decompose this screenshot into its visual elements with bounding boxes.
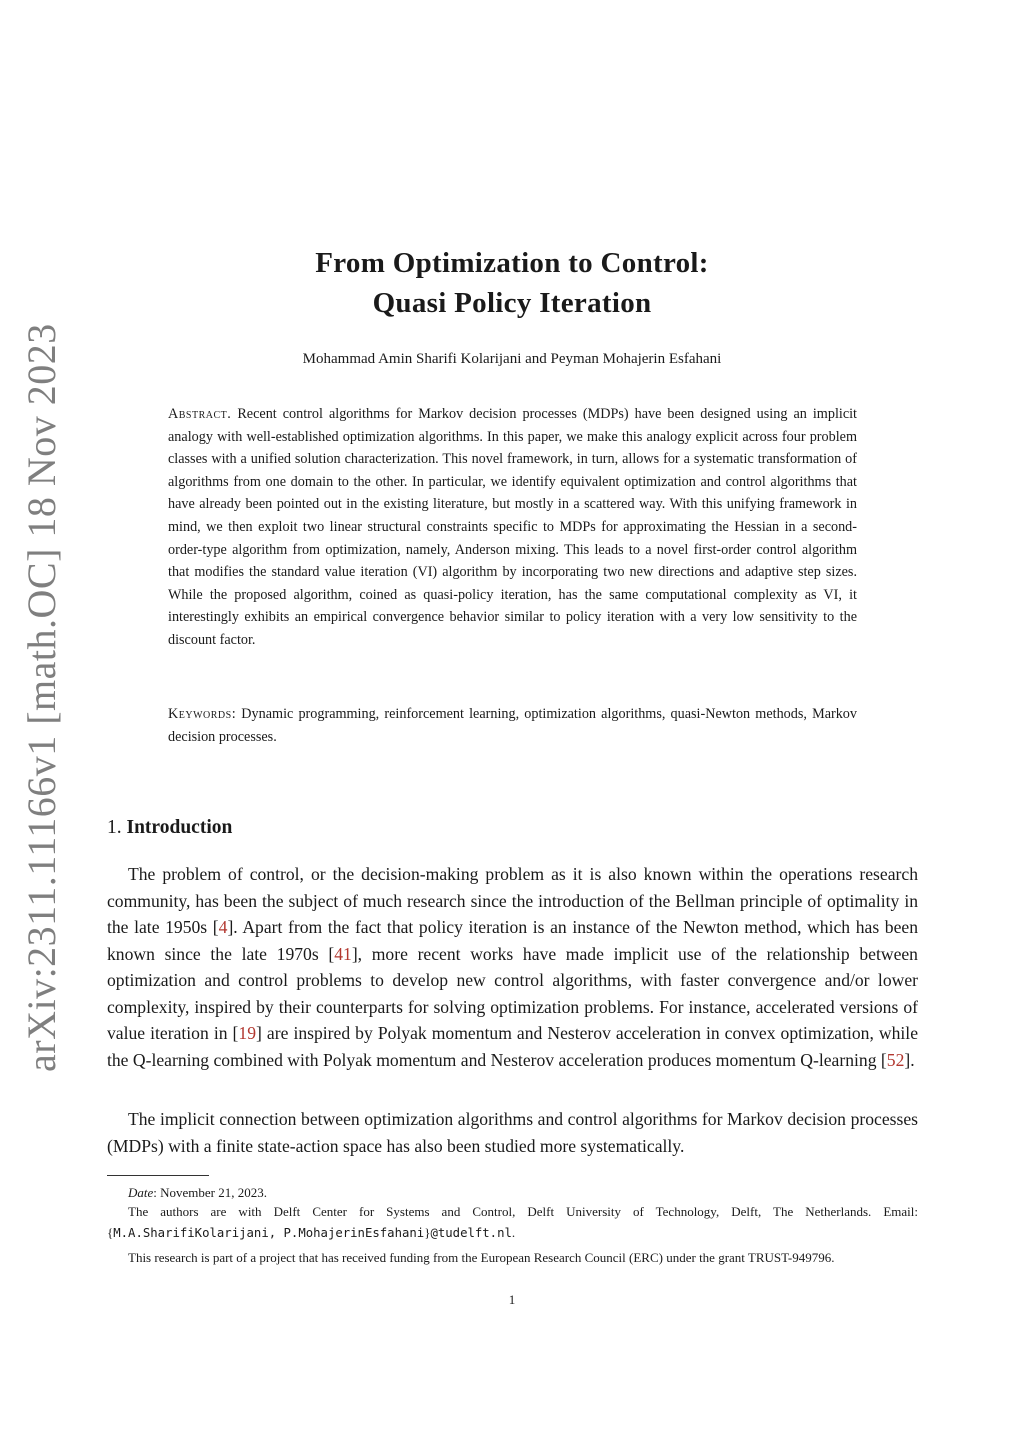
paper-title xyxy=(0,243,1024,323)
keywords xyxy=(168,703,857,748)
footnote-affiliation xyxy=(107,1201,918,1244)
paragraph-text: The problem of control, or the decision-making problem as it is also known within the operations research community, has been the subject of much research since the introduction of the Bellman principle of optimality in the late 1950s [ xyxy=(107,864,918,937)
email-brace-close: } xyxy=(424,1225,431,1240)
body-paragraph xyxy=(107,861,918,1073)
paragraph-text: ] are inspired by Polyak momentum and Nesterov acceleration in convex optimization, while the Q-learning combined with Polyak momentum and Nesterov acceleration produces momentum Q-learning [ xyxy=(107,1023,919,1070)
affiliation-text: The authors are with Delft Center for Systems and Control, Delft University of Technology, Delft, The Netherlands. Email: xyxy=(128,1204,918,1219)
abstract-text: Recent control algorithms for Markov decision processes (MDPs) have been designed using an implicit analogy with well-established optimization algorithms. In this paper, we make this analogy explicit across four problem classes with a unified solution characterization. This novel framework, in turn, allows for a systematic transformation of algorithms from one domain to the other. In particular, we identify equivalent optimization and control algorithms that have already been pointed out in the existing literature, but mostly in a scattered way. With this unifying framework in mind, we then exploit two linear structural constraints specific to MDPs for approximating the Hessian in a second-order-type algorithm from optimization, namely, Anderson mixing. This leads to a novel first-order control algorithm that modifies the standard value iteration (VI) algorithm by incorporating two new directions and adaptive step sizes. While the proposed algorithm, coined as quasi-policy iteration, has the same computational complexity as VI, it interestingly exhibits an empirical convergence behavior similar to policy iteration with a very low sensitivity to the discount factor. xyxy=(168,406,858,648)
date-value: : November 21, 2023. xyxy=(153,1185,268,1200)
date-label: Date xyxy=(128,1185,154,1200)
citation-link[interactable]: 52 xyxy=(886,1049,905,1070)
arxiv-identifier-stamp: arXiv:2311.11166v1 [math.OC] 18 Nov 2023 xyxy=(19,323,64,1072)
footnote-funding: This research is part of a project that has received funding from the European Research Council (ERC) under the grant TRUST-949796. xyxy=(128,1250,835,1265)
keywords-text: Dynamic programming, reinforcement learning, optimization algorithms, quasi-Newton methods, Markov decision processes. xyxy=(168,706,857,745)
paragraph-text: ]. xyxy=(904,1049,915,1070)
paragraph-text: ], more recent works have made implicit use of the relationship between optimization and control problems to develop new control algorithms, with faster convergence and/or lower complexity, inspired by their counterparts for solving optimization problems. For instance, accelerated versions of value iteration in [ xyxy=(107,943,918,1043)
abstract xyxy=(168,403,857,652)
footnote-date xyxy=(107,1182,918,1203)
page-number: 1 xyxy=(508,1292,516,1307)
section-heading xyxy=(107,817,232,839)
section-number: 1. xyxy=(107,817,122,838)
paragraph-text: ]. Apart from the fact that policy iteration is an instance of the Newton method, which has been known since the late 1970s [ xyxy=(107,917,918,964)
author-list: Mohammad Amin Sharifi Kolarijani and Peyman Mohajerin Esfahani xyxy=(302,351,722,367)
title-line-2: Quasi Policy Iteration xyxy=(372,287,652,319)
section-title: Introduction xyxy=(126,817,233,838)
citation-link[interactable]: 41 xyxy=(334,943,352,964)
email-brace-open: { xyxy=(107,1225,114,1240)
keywords-label: Keywords: xyxy=(168,706,237,722)
email-domain: @tudelft.nl xyxy=(430,1226,512,1240)
email-end: . xyxy=(511,1225,516,1240)
footnote-divider xyxy=(107,1175,209,1176)
citation-link[interactable]: 4 xyxy=(218,917,228,937)
body-paragraph: The implicit connection between optimization algorithms and control algorithms for Markov decision processes (MDPs) with a finite state-action space has also been studied more systematically. xyxy=(107,1109,918,1156)
title-line-1: From Optimization to Control: xyxy=(315,247,709,279)
citation-link[interactable]: 19 xyxy=(238,1023,257,1043)
abstract-label: Abstract. xyxy=(168,406,232,422)
email-addresses: M.A.SharifiKolarijani, P.MohajerinEsfahani xyxy=(113,1226,425,1240)
